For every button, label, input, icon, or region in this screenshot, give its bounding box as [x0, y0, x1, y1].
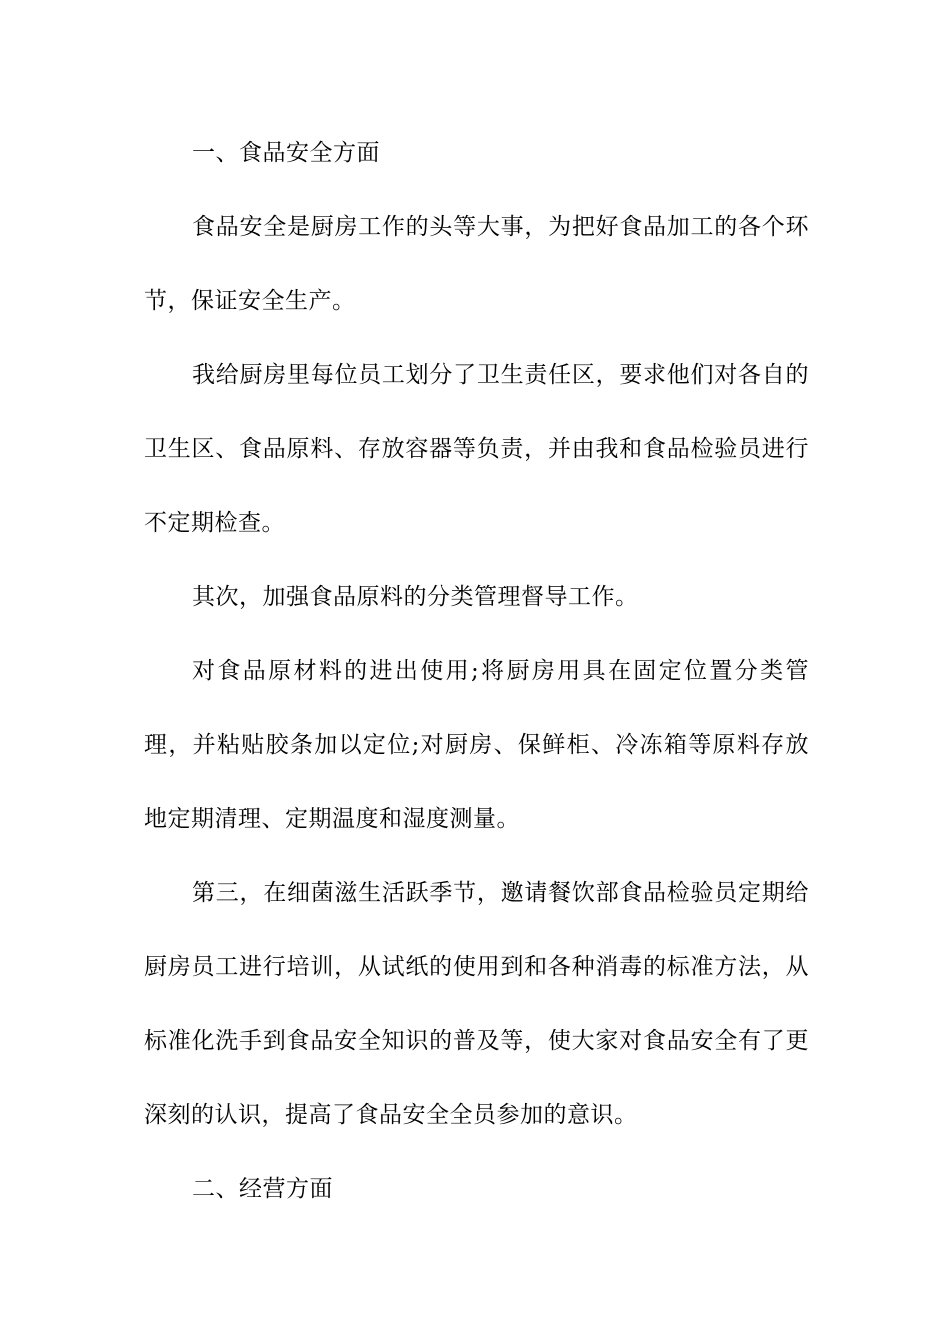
- paragraph-hygiene-zones: 我给厨房里每位员工划分了卫生责任区，要求他们对各自的卫生区、食品原料、存放容器等负责，并由我和食品检验员进行不定期检查。: [144, 362, 809, 536]
- paragraph-food-safety-intro: 食品安全是厨房工作的头等大事，为把好食品加工的各个环节，保证安全生产。: [144, 214, 809, 314]
- paragraph-material-storage: 对食品原材料的进出使用;将厨房用具在固定位置分类管理，并粘贴胶条加以定位;对厨房、保鲜柜、冷冻箱等原料存放地定期清理、定期温度和湿度测量。: [144, 658, 809, 832]
- paragraph-staff-training: 第三，在细菌滋生活跃季节，邀请餐饮部食品检验员定期给厨房员工进行培训，从试纸的使用到和各种消毒的标准方法，从标准化洗手到食品安全知识的普及等，使大家对食品安全有了更深刻的认识，提高了食品安全全员参加的意识。: [144, 880, 809, 1128]
- document-body: [144, 116, 809, 1226]
- paragraph-classification-management: 其次，加强食品原料的分类管理督导工作。: [192, 584, 639, 610]
- section-heading-operations: 二、经营方面: [192, 1176, 333, 1202]
- section-heading-food-safety: 一、食品安全方面: [192, 140, 380, 166]
